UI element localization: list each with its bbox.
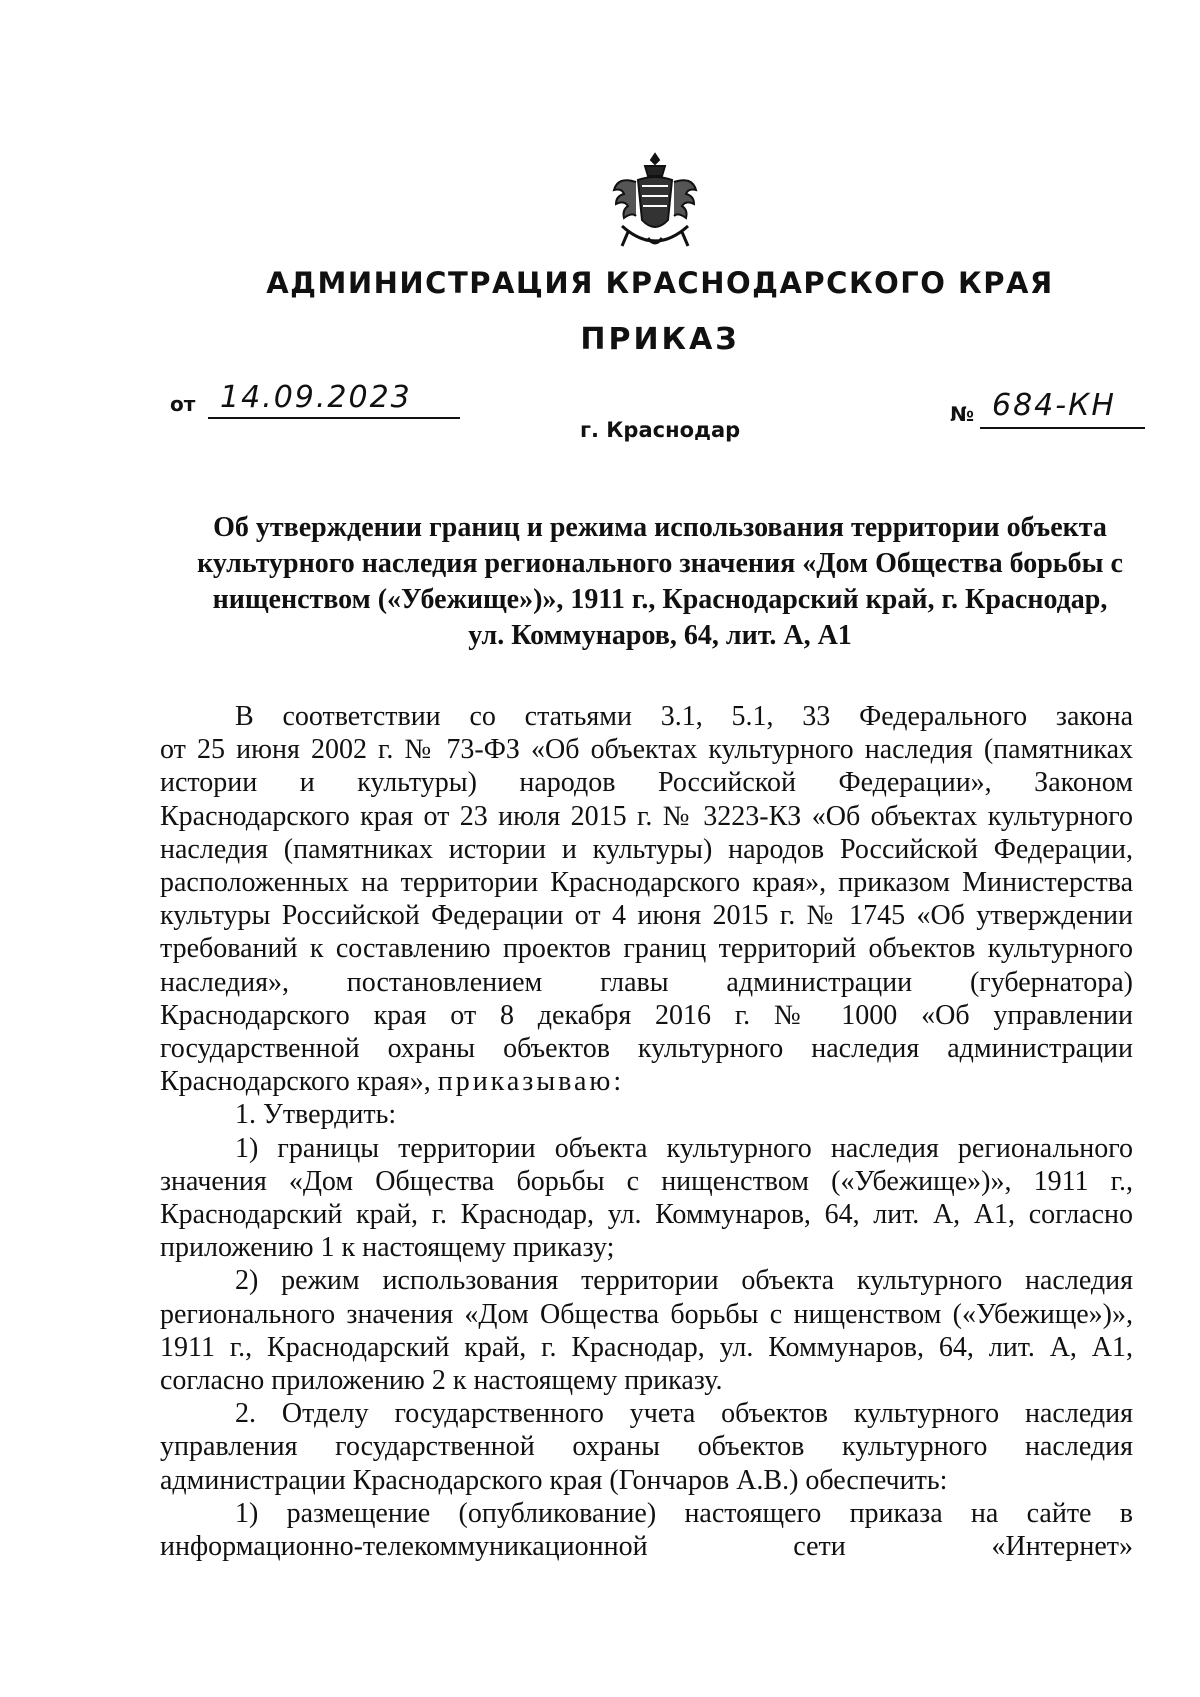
- body-line: управления государственной охраны объектов культурного наследия: [160, 1431, 1133, 1463]
- body-line: государственной охраны объектов культурного наследия администрации: [160, 1033, 1133, 1065]
- date-underline: [208, 417, 460, 419]
- number-field: [950, 388, 1145, 434]
- document-title: [160, 510, 1160, 654]
- body-line: приложению 1 к настоящему приказу;: [160, 1232, 615, 1264]
- date-prefix: от: [170, 392, 196, 416]
- document-type: ПРИКАЗ: [580, 322, 740, 357]
- body-line: 2) режим использования территории объекта культурного наследия: [235, 1265, 1133, 1297]
- body-line: Краснодарский край, г. Краснодар, ул. Коммунаров, 64, лит. А, А1, согласно: [160, 1199, 1133, 1231]
- date-field: [170, 380, 460, 426]
- title-line: культурного наследия регионального значения «Дом Общества борьбы с: [197, 548, 1123, 579]
- organization-name: АДМИНИСТРАЦИЯ КРАСНОДАРСКОГО КРАЯ: [266, 266, 1054, 300]
- body-line: культуры Российской Федерации от 4 июня 2015 г. № 1745 «Об утверждении: [160, 900, 1133, 932]
- body-line: регионального значения «Дом Общества борьбы с нищенством («Убежище»)»,: [160, 1298, 1133, 1330]
- body-line: 1911 г., Краснодарский край, г. Краснодар, ул. Коммунаров, 64, лит. А, А1,: [160, 1331, 1133, 1363]
- date-value: 14.09.2023: [220, 380, 412, 415]
- item-heading: 1. Утвердить:: [235, 1099, 397, 1131]
- body-line: значения «Дом Общества борьбы с нищенством («Убежище»)», 1911 г.,: [160, 1165, 1133, 1197]
- title-line: ул. Коммунаров, 64, лит. А, А1: [468, 620, 852, 651]
- title-line: Об утверждении границ и режима использования территории объекта: [213, 512, 1107, 543]
- body-line: [160, 1065, 1133, 1098]
- number-prefix: №: [950, 402, 975, 426]
- body-line: истории и культуры) народов Российской Федерации», Законом: [160, 767, 1133, 799]
- body-line: согласно приложению 2 к настоящему приказу.: [160, 1365, 723, 1397]
- body-line: информационно-телекоммуникационной сети «Интернет»: [160, 1531, 1133, 1563]
- body-line: от 25 июня 2002 г. № 73-ФЗ «Об объектах культурного наследия (памятниках: [160, 734, 1133, 766]
- city: г. Краснодар: [580, 418, 741, 442]
- number-underline: [980, 427, 1145, 429]
- body-line: Краснодарского края от 23 июля 2015 г. № 3223-КЗ «Об объектах культурного: [160, 800, 1133, 832]
- body-line: Краснодарского края от 8 декабря 2016 г. № 1000 «Об управлении: [160, 999, 1133, 1031]
- body-line: 2. Отделу государственного учета объектов культурного наследия: [235, 1398, 1133, 1430]
- body-line: 1) размещение (опубликование) настоящего приказа на сайте в: [235, 1497, 1133, 1529]
- order-word: приказываю:: [437, 1066, 625, 1098]
- body-line: требований к составлению проектов границ территорий объектов культурного: [160, 933, 1133, 965]
- document-body: [160, 700, 1133, 1563]
- coat-of-arms-emblem: [610, 152, 700, 257]
- title-line: нищенством («Убежище»)», 1911 г., Краснодарский край, г. Краснодар,: [212, 584, 1108, 615]
- preamble-last: Краснодарского края»,: [160, 1066, 431, 1098]
- body-line: В соответствии со статьями 3.1, 5.1, 33 Федерального закона: [235, 701, 1133, 732]
- body-line: наследия (памятниках истории и культуры) народов Российской Федерации,: [160, 833, 1133, 865]
- number-value: 684-КН: [992, 388, 1116, 423]
- body-line: наследия», постановлением главы администрации (губернатора): [160, 966, 1133, 998]
- body-line: 1) границы территории объекта культурного наследия регионального: [235, 1132, 1133, 1164]
- body-line: администрации Краснодарского края (Гончаров А.В.) обеспечить:: [160, 1464, 948, 1496]
- body-line: расположенных на территории Краснодарского края», приказом Министерства: [160, 867, 1133, 899]
